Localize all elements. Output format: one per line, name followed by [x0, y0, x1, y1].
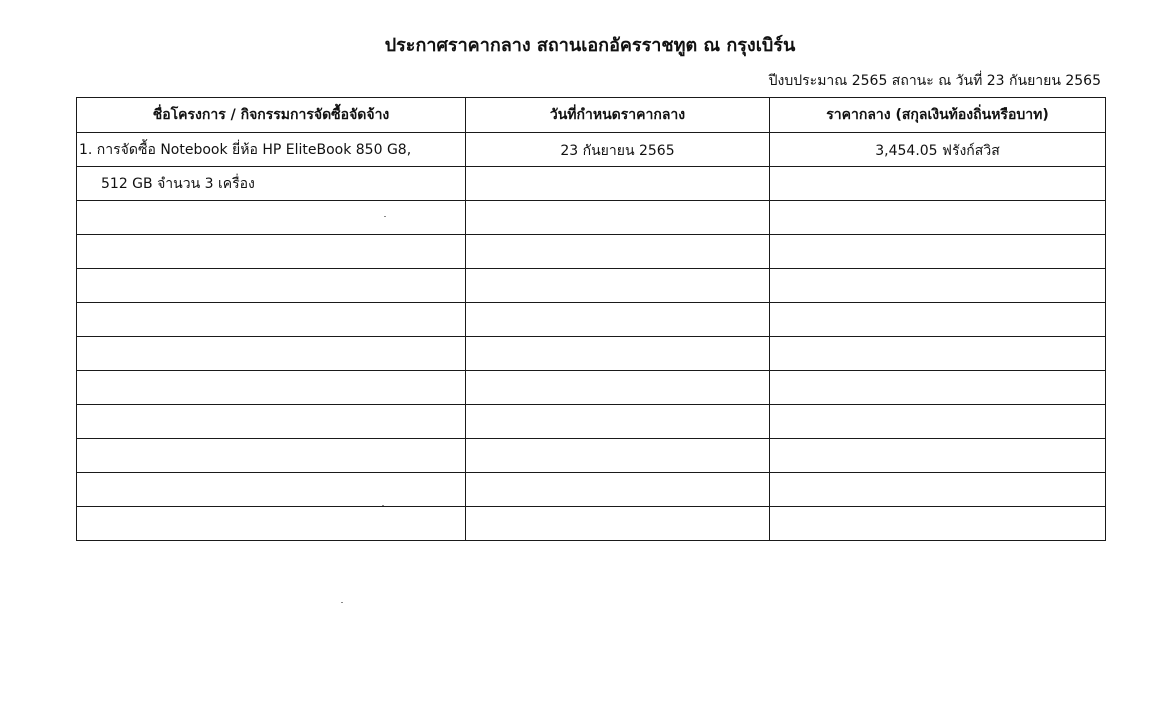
project-name-cell [77, 269, 466, 303]
reference-price-cell [770, 167, 1106, 201]
reference-price-cell [770, 439, 1106, 473]
table-row [77, 201, 1106, 235]
scan-speck [382, 505, 384, 506]
reference-price-cell [770, 371, 1106, 405]
price-date-cell [466, 405, 770, 439]
reference-price-cell [770, 235, 1106, 269]
table-row [77, 337, 1106, 371]
reference-price-cell [770, 507, 1106, 541]
project-name-cell [77, 337, 466, 371]
reference-price-cell: 3,454.05 ฟรังก์สวิส [770, 133, 1106, 167]
project-name-cell [77, 507, 466, 541]
project-name-cell: 1. การจัดซื้อ Notebook ยี่ห้อ HP EliteBook 850 G8, [77, 133, 466, 167]
project-name-cell [77, 371, 466, 405]
price-date-cell [466, 473, 770, 507]
header-project-name: ชื่อโครงการ / กิจกรรมการจัดซื้อจัดจ้าง [77, 98, 466, 133]
table-header-row [77, 98, 1106, 133]
table-row [77, 405, 1106, 439]
price-date-cell [466, 439, 770, 473]
price-date-cell [466, 371, 770, 405]
fiscal-year-status: ปีงบประมาณ 2565 สถานะ ณ วันที่ 23 กันยายน 2565 [768, 73, 1101, 89]
project-name-cell [77, 473, 466, 507]
reference-price-cell [770, 473, 1106, 507]
reference-price-cell [770, 269, 1106, 303]
table-row [77, 371, 1106, 405]
project-name-cell [77, 235, 466, 269]
price-date-cell [466, 167, 770, 201]
table-row [77, 473, 1106, 507]
table-row [77, 235, 1106, 269]
reference-price-cell [770, 303, 1106, 337]
page-title: ประกาศราคากลาง สถานเอกอัครราชทูต ณ กรุงเบิร์น [384, 35, 796, 56]
scan-speck [341, 602, 343, 603]
table-row [77, 269, 1106, 303]
project-name-cell: 512 GB จำนวน 3 เครื่อง [77, 167, 466, 201]
table-row [77, 167, 1106, 201]
price-date-cell: 23 กันยายน 2565 [466, 133, 770, 167]
project-name-cell [77, 201, 466, 235]
table-row [77, 439, 1106, 473]
price-date-cell [466, 337, 770, 371]
price-date-cell [466, 507, 770, 541]
table-row [77, 303, 1106, 337]
project-name-cell [77, 439, 466, 473]
scan-speck [384, 216, 386, 217]
table-row [77, 507, 1106, 541]
price-date-cell [466, 269, 770, 303]
table-row [77, 133, 1106, 167]
reference-price-cell [770, 405, 1106, 439]
price-date-cell [466, 303, 770, 337]
reference-price-table [76, 97, 1106, 541]
reference-price-cell [770, 201, 1106, 235]
reference-price-cell [770, 337, 1106, 371]
project-name-cell [77, 405, 466, 439]
price-date-cell [466, 235, 770, 269]
price-date-cell [466, 201, 770, 235]
project-name-cell [77, 303, 466, 337]
header-price-date: วันที่กำหนดราคากลาง [466, 98, 770, 133]
header-reference-price: ราคากลาง (สกุลเงินท้องถิ่นหรือบาท) [770, 98, 1106, 133]
